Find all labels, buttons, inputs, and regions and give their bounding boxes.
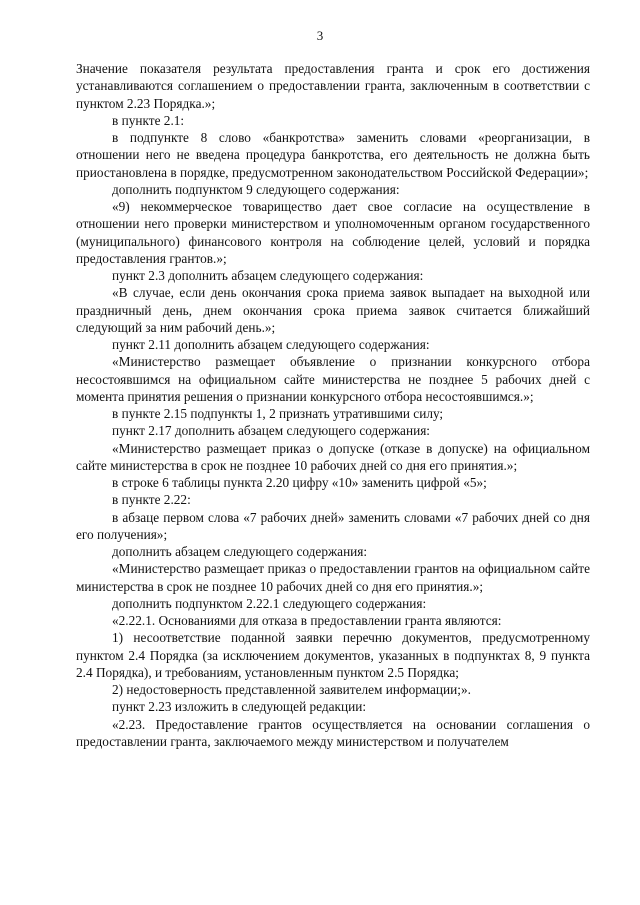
- paragraph: «2.23. Предоставление грантов осуществляется на основании соглашения о предоставлении гранта, заключаемого между министерством и получателем: [76, 716, 590, 749]
- document-body: [76, 60, 590, 750]
- page-number: 3: [316, 28, 324, 43]
- paragraph: в строке 6 таблицы пункта 2.20 цифру «10» заменить цифрой «5»;: [112, 475, 487, 490]
- paragraph: дополнить подпунктом 9 следующего содержания:: [112, 181, 400, 197]
- paragraph: «9) некоммерческое товарищество дает свое согласие на осуществление в отношении него проверки министерством и уполномоченным органом государственного (муниципального) финансового контроля на соблюдение целей, условий и порядка предоставления грантов.»;: [76, 199, 590, 266]
- paragraph: пункт 2.17 дополнить абзацем следующего содержания:: [112, 423, 431, 439]
- paragraph: дополнить абзацем следующего содержания:: [112, 544, 368, 559]
- paragraph: в пункте 2.15 подпункты 1, 2 признать утратившими силу;: [112, 406, 444, 421]
- paragraph: пункт 2.11 дополнить абзацем следующего содержания:: [112, 337, 430, 352]
- paragraph: в подпункте 8 слово «банкротства» заменить словами «реорганизации, в отношении него не введена процедура банкротства, его деятельность не должна быть приостановлена в порядке, предусмотренном законодательством Российской Федерации»;: [76, 130, 590, 180]
- paragraph: «В случае, если день окончания срока приема заявок выпадает на выходной или праздничный день, днем окончания срока приема заявок считается ближайший следующий за ним рабочий день.»;: [76, 285, 590, 335]
- paragraph: 2) недостоверность представленной заявителем информации;».: [112, 682, 471, 697]
- paragraph: Значение показателя результата предоставления гранта и срок его достижения устанавливаются соглашением о предоставлении гранта, заключенным в соответствии с пунктом 2.23 Порядка.»;: [76, 61, 590, 111]
- paragraph: 1) несоответствие поданной заявки перечню документов, предусмотренному пунктом 2.4 Порядка (за исключением документов, указанных в подпунктах 8, 9 пункта 2.4 Порядка), и требованиям, установленным пунктом 2.5 Порядка;: [76, 630, 590, 680]
- paragraph: «Министерство размещает приказ о предоставлении грантов на официальном сайте министерства в срок не позднее 10 рабочих дней со дня его принятия.»;: [76, 561, 590, 594]
- paragraph: пункт 2.23 изложить в следующей редакции:: [112, 699, 367, 715]
- paragraph: «Министерство размещает объявление о признании конкурсного отбора несостоявшимся на официальном сайте министерства не позднее 5 рабочих дней с момента принятия решения о признании конкурсного отбора несостоявшимся.»;: [76, 354, 590, 404]
- paragraph: пункт 2.3 дополнить абзацем следующего содержания:: [112, 268, 424, 283]
- paragraph: дополнить подпунктом 2.22.1 следующего содержания:: [112, 595, 427, 611]
- paragraph: в абзаце первом слова «7 рабочих дней» заменить словами «7 рабочих дней со дня его получения»;: [76, 509, 590, 542]
- paragraph: в пункте 2.1:: [112, 112, 185, 128]
- paragraph: «Министерство размещает приказ о допуске (отказе в допуске) на официальном сайте министерства в срок не позднее 10 рабочих дней со дня его принятия.»;: [76, 440, 590, 473]
- paragraph: в пункте 2.22:: [112, 492, 191, 508]
- paragraph: «2.22.1. Основаниями для отказа в предоставлении гранта являются:: [112, 613, 502, 628]
